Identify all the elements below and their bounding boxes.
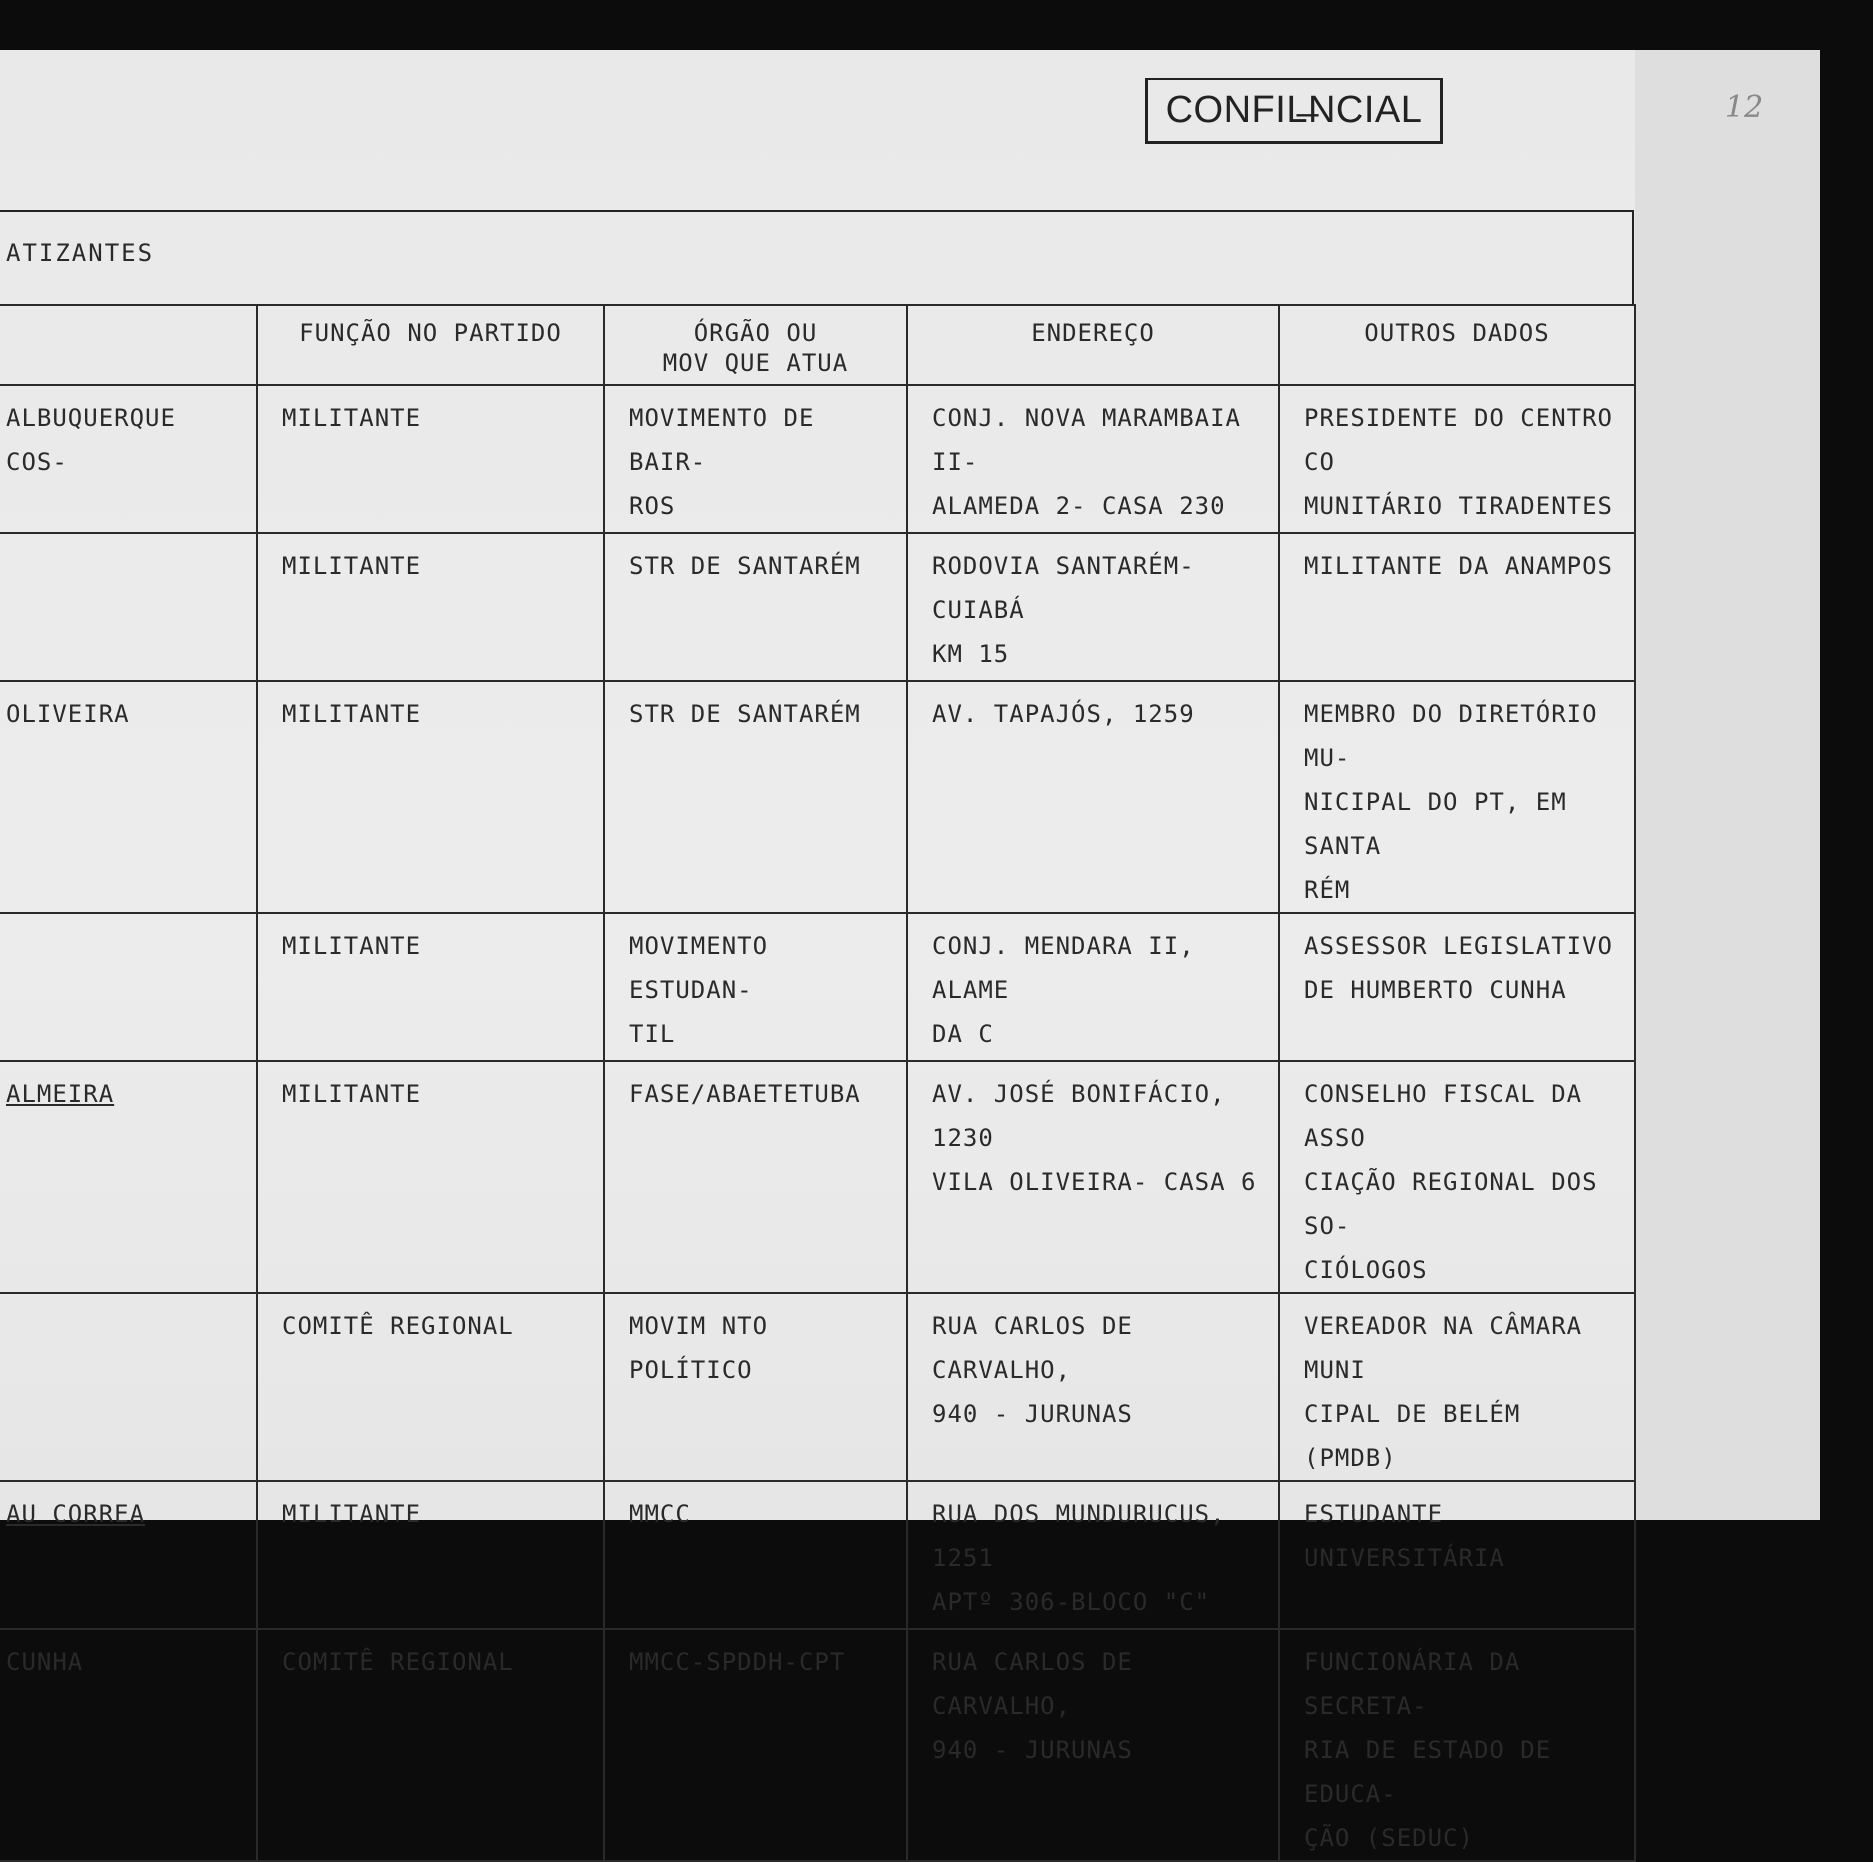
cell-other: CONSELHO FISCAL DA ASSO CIAÇÃO REGIONAL DOS SO- CIÓLOGOS bbox=[1279, 1061, 1635, 1293]
table-row bbox=[0, 1061, 1635, 1293]
cell-other: PRESIDENTE DO CENTRO CO MUNITÁRIO TIRADENTES bbox=[1279, 385, 1635, 533]
cell-other: ESTUDANTE UNIVERSITÁRIA bbox=[1279, 1481, 1635, 1629]
cell-name: ALMEIRA bbox=[0, 1061, 257, 1293]
cell-name bbox=[0, 913, 257, 1061]
members-table bbox=[0, 304, 1636, 1862]
cell-organ: MMCC bbox=[604, 1481, 907, 1629]
document-page bbox=[0, 50, 1820, 1852]
cell-other: MEMBRO DO DIRETÓRIO MU- NICIPAL DO PT, EM SANTA RÉM bbox=[1279, 681, 1635, 913]
cell-name bbox=[0, 1293, 257, 1481]
section-header bbox=[0, 210, 1634, 304]
table-row bbox=[0, 681, 1635, 913]
cell-other: VEREADOR NA CÂMARA MUNI CIPAL DE BELÉM (PMDB) bbox=[1279, 1293, 1635, 1481]
cell-organ: MOVIM NTO POLÍTICO bbox=[604, 1293, 907, 1481]
confidential-stamp: CONFIL̶NCIAL bbox=[1145, 78, 1443, 144]
column-header-name bbox=[0, 305, 257, 385]
cell-organ: STR DE SANTARÉM bbox=[604, 681, 907, 913]
cell-function: MILITANTE bbox=[257, 681, 604, 913]
cell-name: OLIVEIRA bbox=[0, 681, 257, 913]
cell-other: ASSESSOR LEGISLATIVO DE HUMBERTO CUNHA bbox=[1279, 913, 1635, 1061]
cell-name: CUNHA bbox=[0, 1629, 257, 1861]
cell-address: RUA CARLOS DE CARVALHO, 940 - JURUNAS bbox=[907, 1293, 1279, 1481]
cell-function: COMITÊ REGIONAL bbox=[257, 1629, 604, 1861]
cell-function: MILITANTE bbox=[257, 913, 604, 1061]
table-header-row bbox=[0, 305, 1635, 385]
cell-address: CONJ. NOVA MARAMBAIA II- ALAMEDA 2- CASA 230 bbox=[907, 385, 1279, 533]
column-header-other: OUTROS DADOS bbox=[1279, 305, 1635, 385]
cell-function: MILITANTE bbox=[257, 1481, 604, 1629]
cell-name bbox=[0, 533, 257, 681]
table-row bbox=[0, 1481, 1635, 1629]
cell-organ: MOVIMENTO DE BAIR- ROS bbox=[604, 385, 907, 533]
cell-function: MILITANTE bbox=[257, 385, 604, 533]
cell-organ: FASE/ABAETETUBA bbox=[604, 1061, 907, 1293]
cell-address: AV. TAPAJÓS, 1259 bbox=[907, 681, 1279, 913]
column-header-address: ENDEREÇO bbox=[907, 305, 1279, 385]
table-row bbox=[0, 533, 1635, 681]
cell-address: CONJ. MENDARA II, ALAME DA C bbox=[907, 913, 1279, 1061]
page-number: 12 bbox=[1725, 90, 1764, 125]
cell-function: MILITANTE bbox=[257, 1061, 604, 1293]
cell-name: ALBUQUERQUE COS- bbox=[0, 385, 257, 533]
cell-organ: MOVIMENTO ESTUDAN- TIL bbox=[604, 913, 907, 1061]
cell-address: RUA DOS MUNDURUCUS, 1251 APTº 306-BLOCO "C" bbox=[907, 1481, 1279, 1629]
section-title: ATIZANTES bbox=[6, 239, 155, 267]
cell-other: MILITANTE DA ANAMPOS bbox=[1279, 533, 1635, 681]
column-header-organ: ÓRGÃO OU MOV QUE ATUA bbox=[604, 305, 907, 385]
page-margin bbox=[1635, 50, 1820, 1520]
table-row bbox=[0, 913, 1635, 1061]
table-row bbox=[0, 1293, 1635, 1481]
cell-address: AV. JOSÉ BONIFÁCIO, 1230 VILA OLIVEIRA- CASA 6 bbox=[907, 1061, 1279, 1293]
column-header-function: FUNÇÃO NO PARTIDO bbox=[257, 305, 604, 385]
table-row bbox=[0, 385, 1635, 533]
table-row bbox=[0, 1629, 1635, 1861]
cell-address: RODOVIA SANTARÉM-CUIABÁ KM 15 bbox=[907, 533, 1279, 681]
cell-other: FUNCIONÁRIA DA SECRETA- RIA DE ESTADO DE EDUCA- ÇÃO (SEDUC) bbox=[1279, 1629, 1635, 1861]
cell-name: AU CORREA bbox=[0, 1481, 257, 1629]
cell-organ: MMCC-SPDDH-CPT bbox=[604, 1629, 907, 1861]
cell-function: MILITANTE bbox=[257, 533, 604, 681]
cell-organ: STR DE SANTARÉM bbox=[604, 533, 907, 681]
cell-address: RUA CARLOS DE CARVALHO, 940 - JURUNAS bbox=[907, 1629, 1279, 1861]
cell-function: COMITÊ REGIONAL bbox=[257, 1293, 604, 1481]
